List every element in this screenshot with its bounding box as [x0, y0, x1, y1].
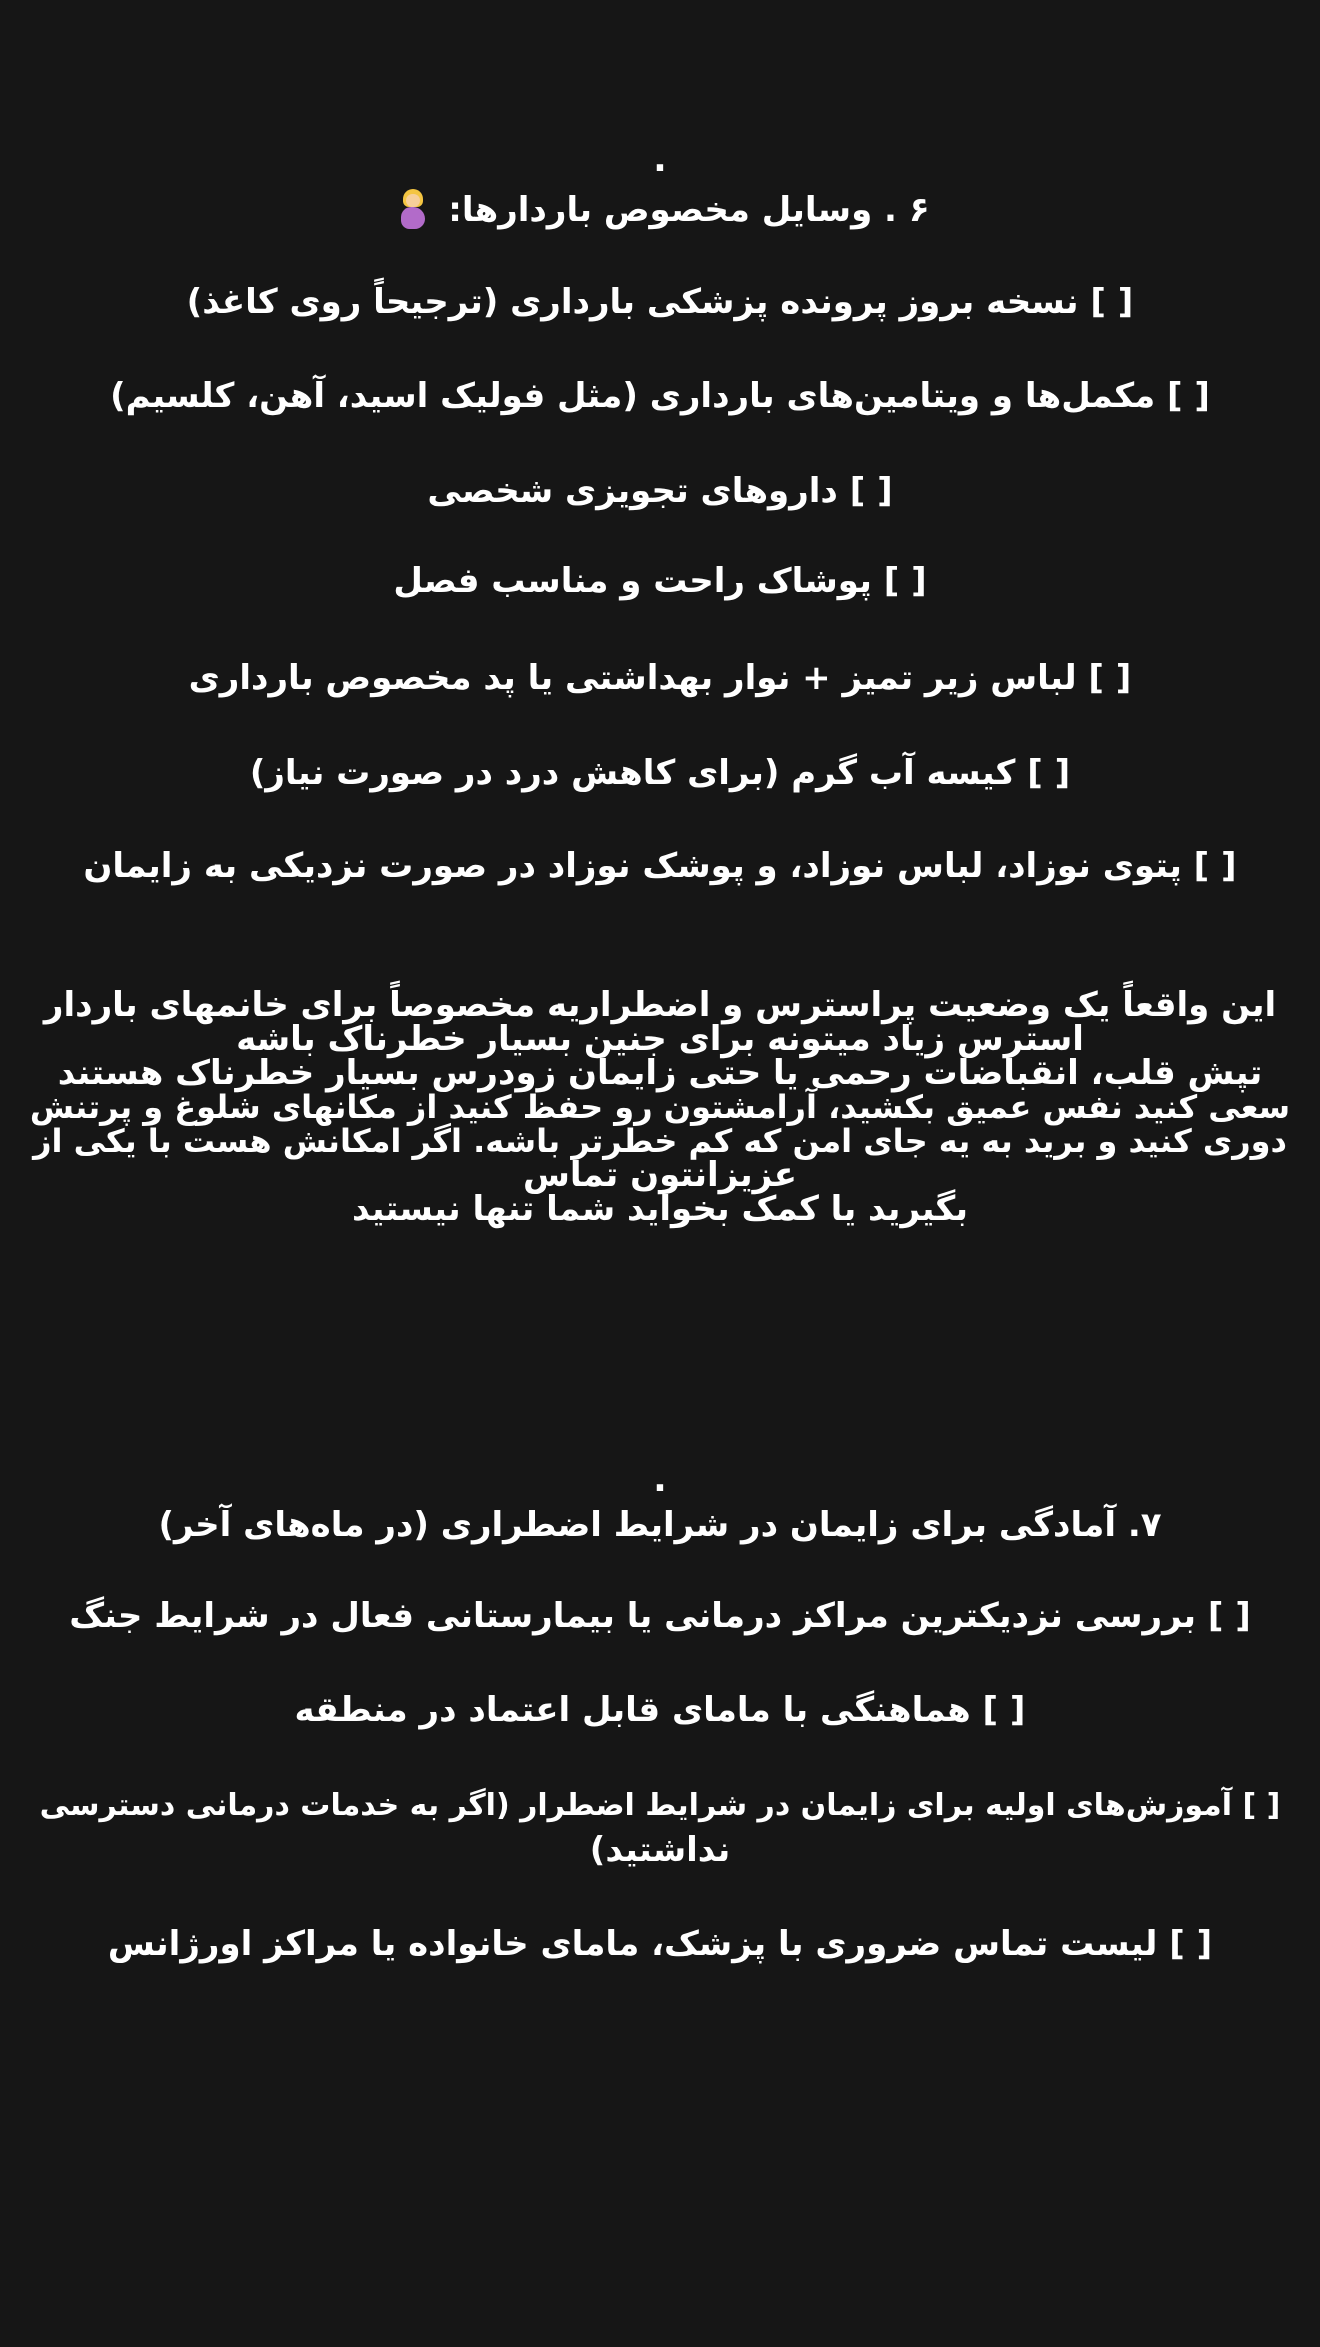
pregnant-woman-icon — [396, 189, 430, 229]
checklist-item: [ ] پوشاک راحت و مناسب فصل — [393, 561, 927, 601]
checklist-item: [ ] مکمل‌ها و ویتامین‌های بارداری (مثل فولیک اسید، آهن، کلسیم) — [110, 376, 1210, 416]
checklist-item: [ ] آموزش‌های اولیه برای زایمان در شرایط اضطرار (اگر به خدمات درمانی دسترسی — [39, 1788, 1281, 1823]
checklist-item: [ ] کیسه آب گرم (برای کاهش درد در صورت نیاز) — [249, 753, 1071, 793]
note-line: تپش قلب، انقباضات رحمی یا حتی زایمان زودرس بسیار خطرناک هستند — [57, 1053, 1263, 1093]
checklist-item: [ ] هماهنگی با مامای قابل اعتماد در منطقه — [294, 1690, 1026, 1730]
section-6-heading-text: ۶ . وسایل مخصوص باردارها: — [448, 190, 930, 230]
checklist-item: [ ] پتوی نوزاد، لباس نوزاد، و پوشک نوزاد در صورت نزدیکی به زایمان — [83, 846, 1237, 886]
checklist-item: [ ] لیست تماس ضروری با پزشک، مامای خانواده یا مراکز اورژانس — [107, 1924, 1213, 1964]
note-line: دوری کنید و برید به یه جای امن که کم خطرتر باشه. اگر امکانش هست با یکی از — [33, 1122, 1287, 1160]
note-line: عزیزانتون تماس — [522, 1155, 797, 1195]
checklist-item: [ ] نسخه بروز پرونده پزشکی بارداری (ترجیحاً روی کاغذ) — [186, 282, 1134, 322]
note-line: بگیرید یا کمک بخواید شما تنها نیستید — [351, 1189, 969, 1229]
warning-note — [20, 985, 1300, 1229]
note-line: این واقعاً یک وضعیت پراسترس و اضطراریه مخصوصاً برای خانمهای باردار — [43, 985, 1277, 1025]
checklist-item: [ ] داروهای تجویزی شخصی — [427, 471, 893, 511]
note-line: استرس زیاد میتونه برای جنین بسیار خطرناک باشه — [236, 1019, 1084, 1059]
checklist-item: [ ] لباس زیر تمیز + نوار بهداشتی یا پد مخصوص بارداری — [188, 658, 1132, 698]
separator-dot: . — [653, 139, 667, 180]
section-7-heading: ۷. آمادگی برای زایمان در شرایط اضطراری (در ماه‌های آخر) — [158, 1505, 1162, 1545]
separator-dot: . — [653, 1459, 667, 1500]
note-line: سعی کنید نفس عمیق بکشید، آرامشتون رو حفظ کنید از مکانهای شلوغ و پرتنش — [29, 1088, 1291, 1126]
checklist-item-continuation: نداشتید) — [589, 1830, 731, 1870]
checklist-item: [ ] بررسی نزدیکترین مراکز درمانی یا بیمارستانی فعال در شرایط جنگ — [69, 1596, 1251, 1636]
section-6-heading — [20, 186, 1300, 234]
